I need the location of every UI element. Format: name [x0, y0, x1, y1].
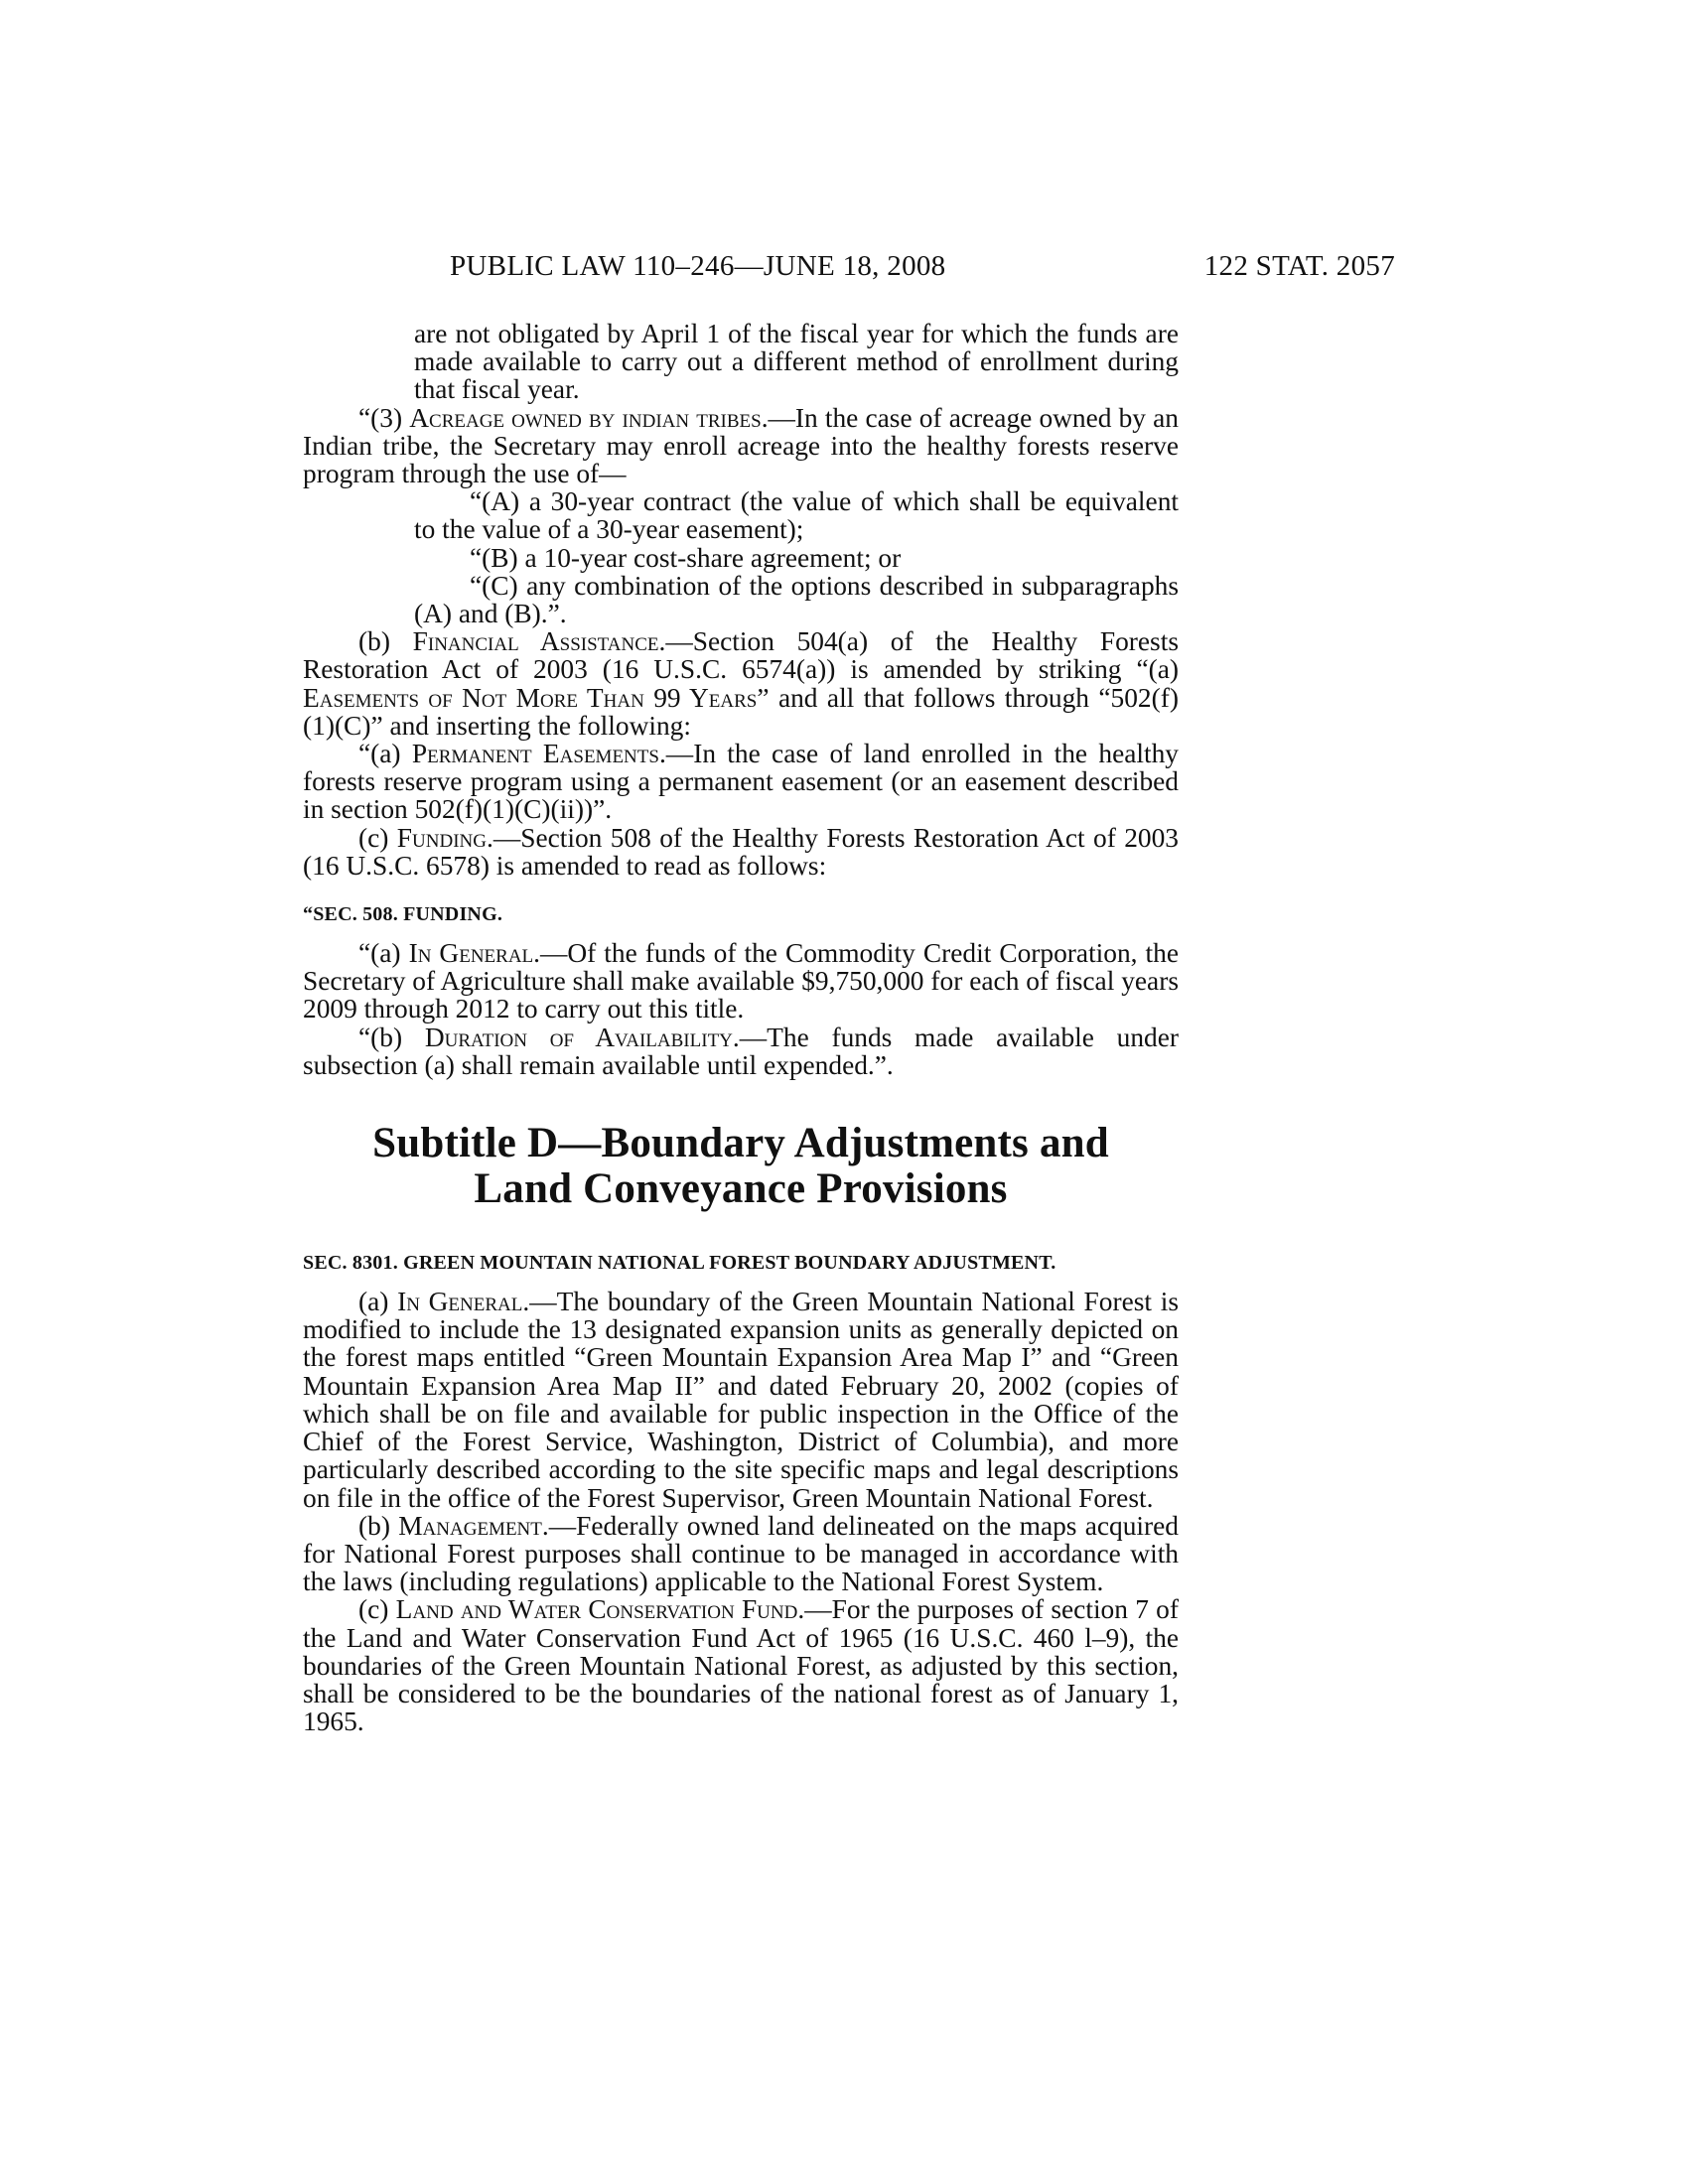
- document-body: [303, 320, 1179, 1735]
- paragraph-funding: (c) Funding.—Section 508 of the Healthy Forests Restoration Act of 2003 (16 U.S.C. 6578) is amended to read as follows:: [303, 822, 1179, 881]
- subparagraph-b: “(B) a 10-year cost-share agreement; or: [470, 542, 902, 573]
- paragraph-acreage-indian-tribes: “(3) Acreage owned by indian tribes.—In the case of acreage owned by an Indian tribe, the Secretary may enroll acreage into the healthy forests reserve program through the use of—: [303, 402, 1179, 489]
- running-head: PUBLIC LAW 110–246—JUNE 18, 2008: [450, 250, 946, 282]
- paragraph-permanent-easements: “(a) Permanent Easements.—In the case of land enrolled in the healthy forests reserve program using a permanent easement (or an easement described in section 502(f)(1)(C)(ii))”.: [303, 739, 1180, 825]
- subparagraph-c: “(C) any combination of the options described in subparagraphs (A) and (B).”.: [414, 570, 1179, 629]
- section-8301-heading: SEC. 8301. GREEN MOUNTAIN NATIONAL FOREST BOUNDARY ADJUSTMENT.: [303, 1252, 1056, 1275]
- paragraph-508-in-general: “(a) In General.—Of the funds of the Commodity Credit Corporation, the Secretary of Agriculture shall make available $9,750,000 for each of fiscal years 2009 through 2012 to carry out this title.: [303, 938, 1180, 1024]
- paragraph-financial-assistance: (b) Financial Assistance.—Section 504(a) of the Healthy Forests Restoration Act of 2003 (16 U.S.C. 6574(a)) is amended by striking “(a) Easements of Not More Than 99 Years” and all that follows through “502(f)(1)(C)” and inserting the following:: [303, 626, 1179, 741]
- paragraph-continuation: are not obligated by April 1 of the fiscal year for which the funds are made available to carry out a different method of enrollment during that fiscal year.: [414, 319, 1179, 405]
- page-header: [303, 250, 1395, 286]
- paragraph-8301-in-general: (a) In General.—The boundary of the Green Mountain National Forest is modified to include the 13 designated expansion units as generally depicted on the forest maps entitled “Green Mountain Expansion Area Map I” and “Green Mountain Expansion Area Map II” and dated February 20, 2002 (copies of which shall be on file and available for public inspection in the Office of the Chief of the Forest Service, Washington, District of Columbia), and more particularly described according to the site specific maps and legal descriptions on file in the office of the Forest Supervisor, Green Mountain National Forest.: [303, 1287, 1180, 1513]
- subtitle-heading: Subtitle D—Boundary Adjustments and Land Conveyance Provisions: [372, 1120, 1109, 1213]
- statute-citation: 122 STAT. 2057: [1203, 250, 1395, 282]
- section-508-heading: “SEC. 508. FUNDING.: [303, 903, 503, 926]
- paragraph-8301-lwcf: (c) Land and Water Conservation Fund.—For the purposes of section 7 of the Land and Water Conservation Fund Act of 1965 (16 U.S.C. 460 l–9), the boundaries of the Green Mountain National Forest, as adjusted by this section, shall be considered to be the boundaries of the national forest as of January 1, 1965.: [303, 1594, 1179, 1737]
- subparagraph-a: “(A) a 30-year contract (the value of which shall be equivalent to the value of a 30-year easement);: [414, 486, 1179, 545]
- paragraph-508-duration: “(b) Duration of Availability.—The funds made available under subsection (a) shall remain available until expended.”.: [303, 1022, 1180, 1080]
- paragraph-8301-management: (b) Management.—Federally owned land delineated on the maps acquired for National Forest purposes shall continue to be managed in accordance with the laws (including regulations) applicable to the National Forest System.: [303, 1510, 1180, 1597]
